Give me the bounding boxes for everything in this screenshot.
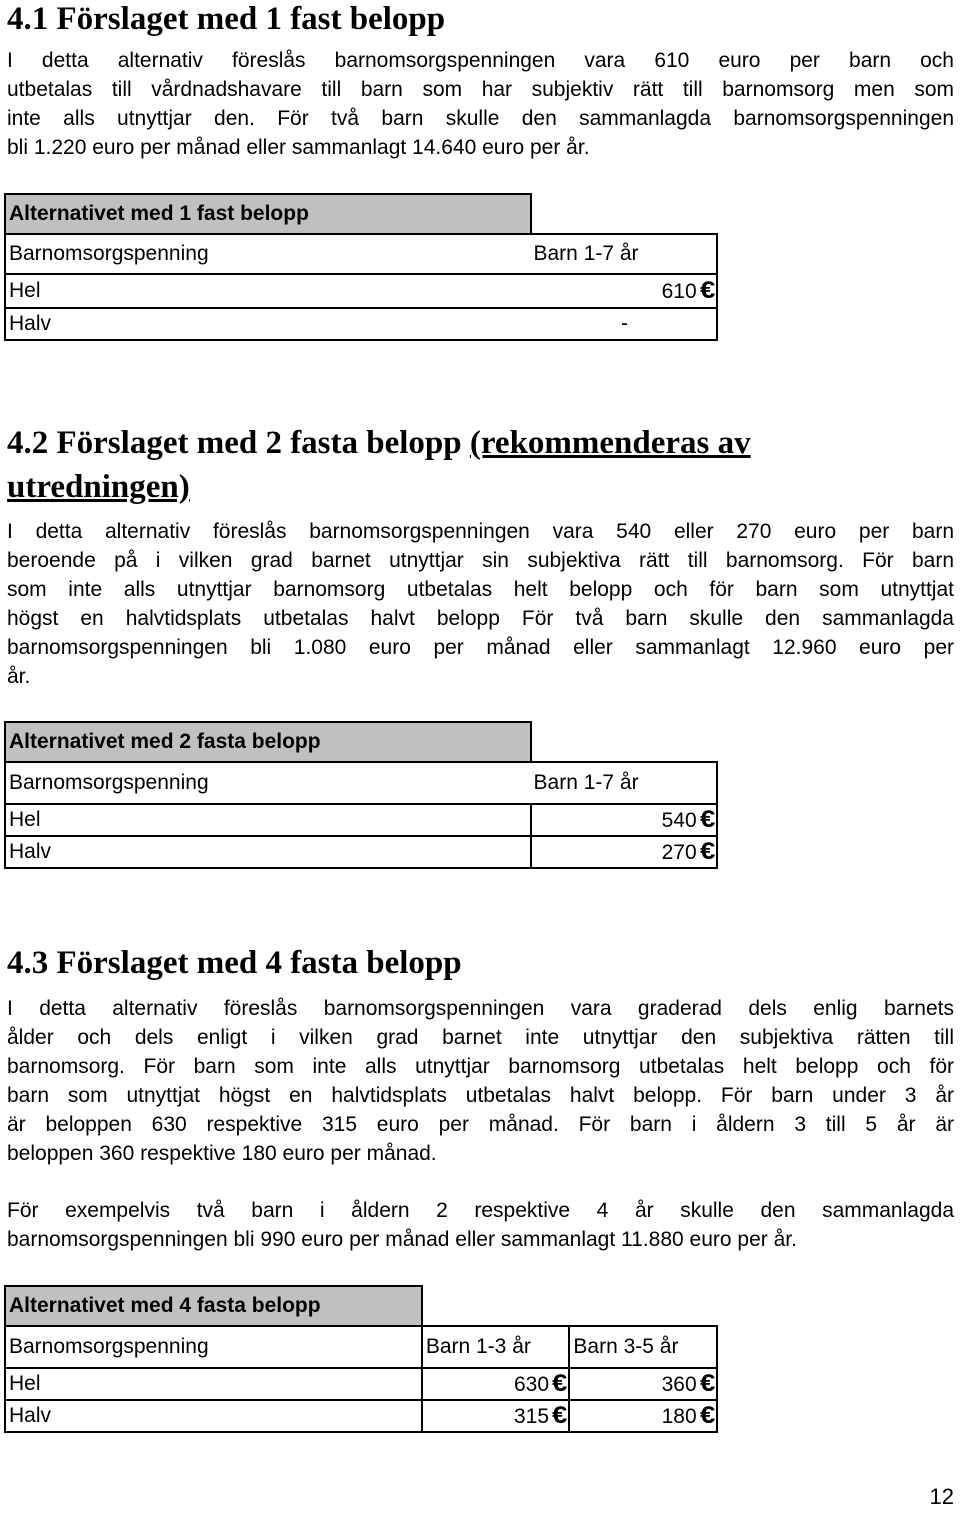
text-line: bli 1.220 euro per månad eller sammanlagt 14.640 euro per år. [7,136,590,159]
table-title: Alternativet med 1 fast belopp [5,194,531,234]
euro-sign: € [552,1369,568,1397]
text-line: högst en halvtidsplats utbetalas halvt belopp För två barn skulle den sammanlagda [7,607,954,630]
table-row-label: Barnomsorgspenning [5,1326,422,1368]
table-cell: 360 € [569,1368,717,1400]
text-line: För exempelvis två barn i åldern 2 respektive 4 år skulle den sammanlagda [7,1199,954,1222]
table-cell: 540 € [531,804,717,836]
table-cell: 315 € [422,1400,570,1432]
section-paragraph-4-2 [7,517,954,691]
section-paragraph-4-3 [7,994,954,1168]
text-line: inte alls utnyttjar den. För två barn skulle den sammanlagda barnomsorgspenningen [7,107,954,130]
row-label-hel: Hel [5,274,531,308]
text-line: beloppen 360 respektive 180 euro per månad. [7,1142,437,1165]
table-cell: 180 € [569,1400,717,1432]
section-paragraph-4-3-example [7,1196,954,1254]
section-paragraph-4-1 [7,46,954,162]
table-cell: - [531,308,718,340]
table-alternative-4 [4,1285,718,1433]
column-header: Barn 1-7 år [531,234,718,274]
euro-sign: € [699,276,716,304]
column-header: Barn 1-3 år [422,1326,570,1368]
section-heading-4-2: 4.2 Förslaget med 2 fasta belopp (rekommenderas av [7,425,751,461]
section-heading-4-1: 4.1 Förslaget med 1 fast belopp [7,1,446,37]
text-line: är beloppen 630 respektive 315 euro per månad. För barn i åldern 3 till 5 år är [7,1113,954,1136]
section-heading-4-2-line2: utredningen) [7,469,190,505]
text-line: barn som utnyttjat högst en halvtidsplats utbetalas halvt belopp. För barn under 3 år [7,1084,954,1107]
table-alternative-2 [4,721,718,869]
text-line: barnomsorgspenningen bli 990 euro per månad eller sammanlagt 11.880 euro per år. [7,1228,797,1251]
euro-sign: € [699,1369,716,1397]
table-cell: 270 € [531,836,717,868]
table-row-label: Barnomsorgspenning [5,234,531,274]
text-line: I detta alternativ föreslås barnomsorgspenningen vara 540 eller 270 euro per barn [7,520,954,543]
table-title: Alternativet med 2 fasta belopp [5,722,531,762]
underlined-heading-part: (rekommenderas av [469,425,751,461]
text-line: år. [7,665,31,688]
text-line: I detta alternativ föreslås barnomsorgspenningen vara graderad dels enlig barnets [7,997,954,1020]
text-line: som inte alls utnyttjar barnomsorg utbetalas helt belopp och för barn som utnyttjat [7,578,954,601]
row-label-halv: Halv [5,1400,422,1432]
page-number: 12 [929,1484,954,1509]
text-line: utbetalas till vårdnadshavare till barn som har subjektiv rätt till barnomsorg men som [7,78,954,101]
column-header: Barn 1-7 år [531,762,717,804]
euro-sign: € [699,1401,716,1429]
section-heading-4-3: 4.3 Förslaget med 4 fasta belopp [7,945,462,981]
table-title: Alternativet med 4 fasta belopp [5,1286,422,1326]
table-row-label: Barnomsorgspenning [5,762,531,804]
table-cell: 610 € [531,274,718,308]
text-line: ålder och dels enligt i vilken grad barnet inte utnyttjar den subjektiva rätten till [7,1026,954,1049]
euro-sign: € [699,805,716,833]
text-line: barnomsorgspenningen bli 1.080 euro per månad eller sammanlagt 12.960 euro per [7,636,954,659]
text-line: barnomsorg. För barn som inte alls utnyttjar barnomsorg utbetalas helt belopp och för [7,1055,954,1078]
row-label-halv: Halv [5,836,531,868]
euro-sign: € [699,837,716,865]
table-alternative-1 [4,193,718,341]
text-line: beroende på i vilken grad barnet utnyttjar sin subjektiva rätt till barnomsorg. För barn [7,549,954,572]
row-label-hel: Hel [5,1368,422,1400]
euro-sign: € [552,1401,568,1429]
text-line: I detta alternativ föreslås barnomsorgspenningen vara 610 euro per barn och [7,49,954,72]
row-label-hel: Hel [5,804,531,836]
table-cell: 630 € [422,1368,570,1400]
column-header: Barn 3-5 år [569,1326,717,1368]
row-label-halv: Halv [5,308,531,340]
